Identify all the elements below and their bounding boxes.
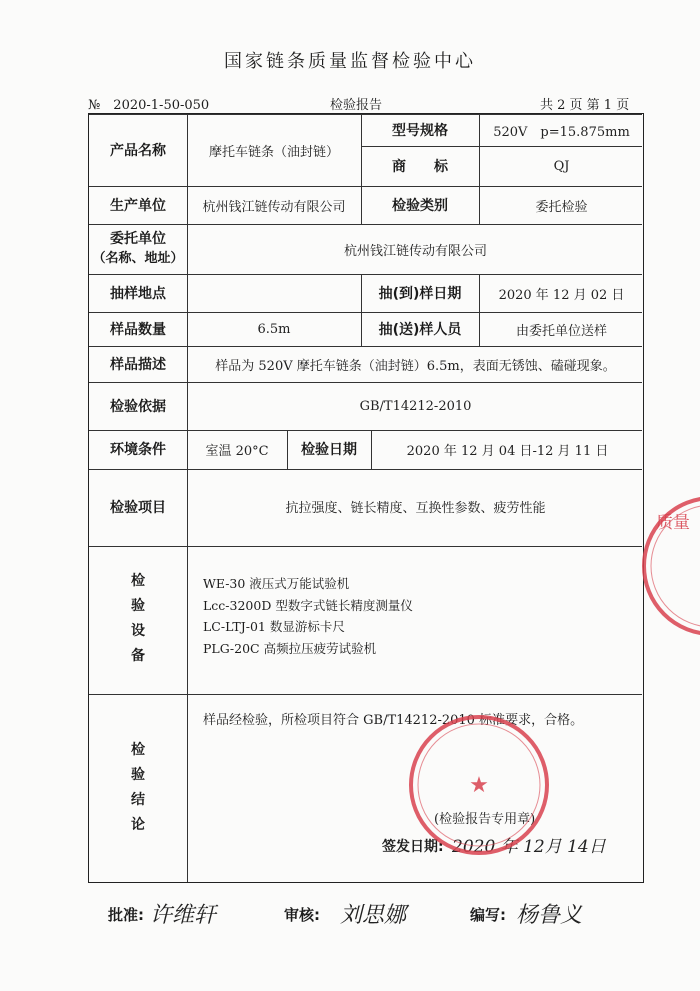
svg-text:★: ★: [469, 773, 489, 798]
product-name-label: 产品名称: [110, 143, 166, 159]
equipment-item: WE-30 液压式万能试验机: [203, 576, 350, 591]
sampling-place-value: [187, 274, 361, 312]
environment-label: 环境条件: [110, 442, 166, 458]
conclusion-label-char: 检: [131, 742, 145, 758]
issue-date-handwritten: 2020 年 12月 14日: [452, 837, 606, 857]
quantity-label: 样品数量: [110, 322, 166, 338]
equipment-item: PLG-20C 高频拉压疲劳试验机: [203, 640, 377, 656]
quantity-value: 6.5m: [257, 321, 291, 337]
producer-value: 杭州钱江链传动有限公司: [202, 199, 346, 215]
equipment-item: Lcc-3200D 型数字式链长精度测量仪: [203, 597, 413, 613]
test-date-value: 2020 年 12 月 04 日-12 月 11 日: [406, 443, 609, 459]
report-number: № 2020-1-50-050: [88, 98, 210, 113]
client-label-main: 委托单位: [110, 231, 166, 247]
conclusion-label: [89, 693, 187, 883]
author-label: 编写:: [470, 906, 506, 924]
inspection-type-value: 委托检验: [535, 199, 588, 215]
client-label-sub: （名称、地址）: [92, 251, 184, 266]
conclusion-label-char: 结: [131, 792, 145, 808]
equipment-label-char: 设: [131, 623, 145, 639]
basis-value: GB/T14212-2010: [359, 398, 472, 414]
equipment-label-char: 备: [131, 648, 145, 664]
author-signature: 杨鲁义: [516, 903, 583, 928]
inspection-type-label: 检验类别: [392, 198, 448, 214]
client-label: [89, 224, 187, 274]
conclusion-label-char: 论: [131, 817, 145, 833]
producer-label: 生产单位: [110, 198, 166, 214]
sample-date-value: 2020 年 12 月 02 日: [498, 287, 625, 303]
page-info: 共 2 页 第 1 页: [540, 98, 630, 113]
issue-date-label: 签发日期:: [382, 839, 444, 855]
equipment-label: [89, 545, 187, 693]
conclusion-label-char: 验: [131, 767, 145, 783]
sample-date-label: 抽(到)样日期: [378, 286, 462, 302]
equipment-item: LC-LTJ-01 数显游标卡尺: [203, 619, 345, 634]
trademark-value: QJ: [553, 158, 570, 174]
sampler-label: 抽(送)样人员: [378, 322, 462, 338]
model-label: 型号规格: [392, 123, 448, 139]
equipment-label-char: 验: [131, 598, 145, 614]
conclusion-text: 样品经检验，所检项目符合 GB/T14212-2010 标准要求，合格。: [203, 713, 584, 728]
basis-label: 检验依据: [110, 399, 166, 415]
review-signature: 刘思娜: [340, 903, 407, 928]
approve-signature: 许维轩: [150, 903, 217, 928]
approve-label: 批准:: [108, 906, 144, 924]
equipment-label-char: 检: [131, 573, 145, 589]
trademark-label: 商 标: [392, 159, 448, 175]
client-value: 杭州钱江链传动有限公司: [343, 243, 487, 259]
report-type: 检验报告: [330, 98, 383, 113]
model-value: 520V p=15.875mm: [493, 124, 630, 140]
product-name-value: 摩托车链条（油封链）: [208, 144, 339, 160]
equipment-list: [203, 573, 413, 659]
sampling-place-label: 抽样地点: [110, 286, 166, 302]
environment-value: 室温 20°C: [205, 443, 269, 459]
description-label: 样品描述: [110, 357, 166, 373]
test-date-label: 检验日期: [301, 442, 357, 458]
description-value: 样品为 520V 摩托车链条（油封链）6.5m，表面无锈蚀、磕碰现象。: [215, 358, 616, 374]
stamp-note: (检验报告专用章): [434, 812, 536, 827]
sampler-value: 由委托单位送样: [515, 323, 607, 339]
inspection-seal: [404, 710, 554, 860]
test-items-value: 抗拉强度、链长精度、互换性参数、疲劳性能: [285, 501, 546, 516]
review-label: 审核:: [284, 906, 320, 924]
edge-seal-text: 质量: [656, 513, 690, 533]
center-title: 国家链条质量监督检验中心: [224, 51, 476, 72]
test-items-label: 检验项目: [110, 499, 166, 516]
